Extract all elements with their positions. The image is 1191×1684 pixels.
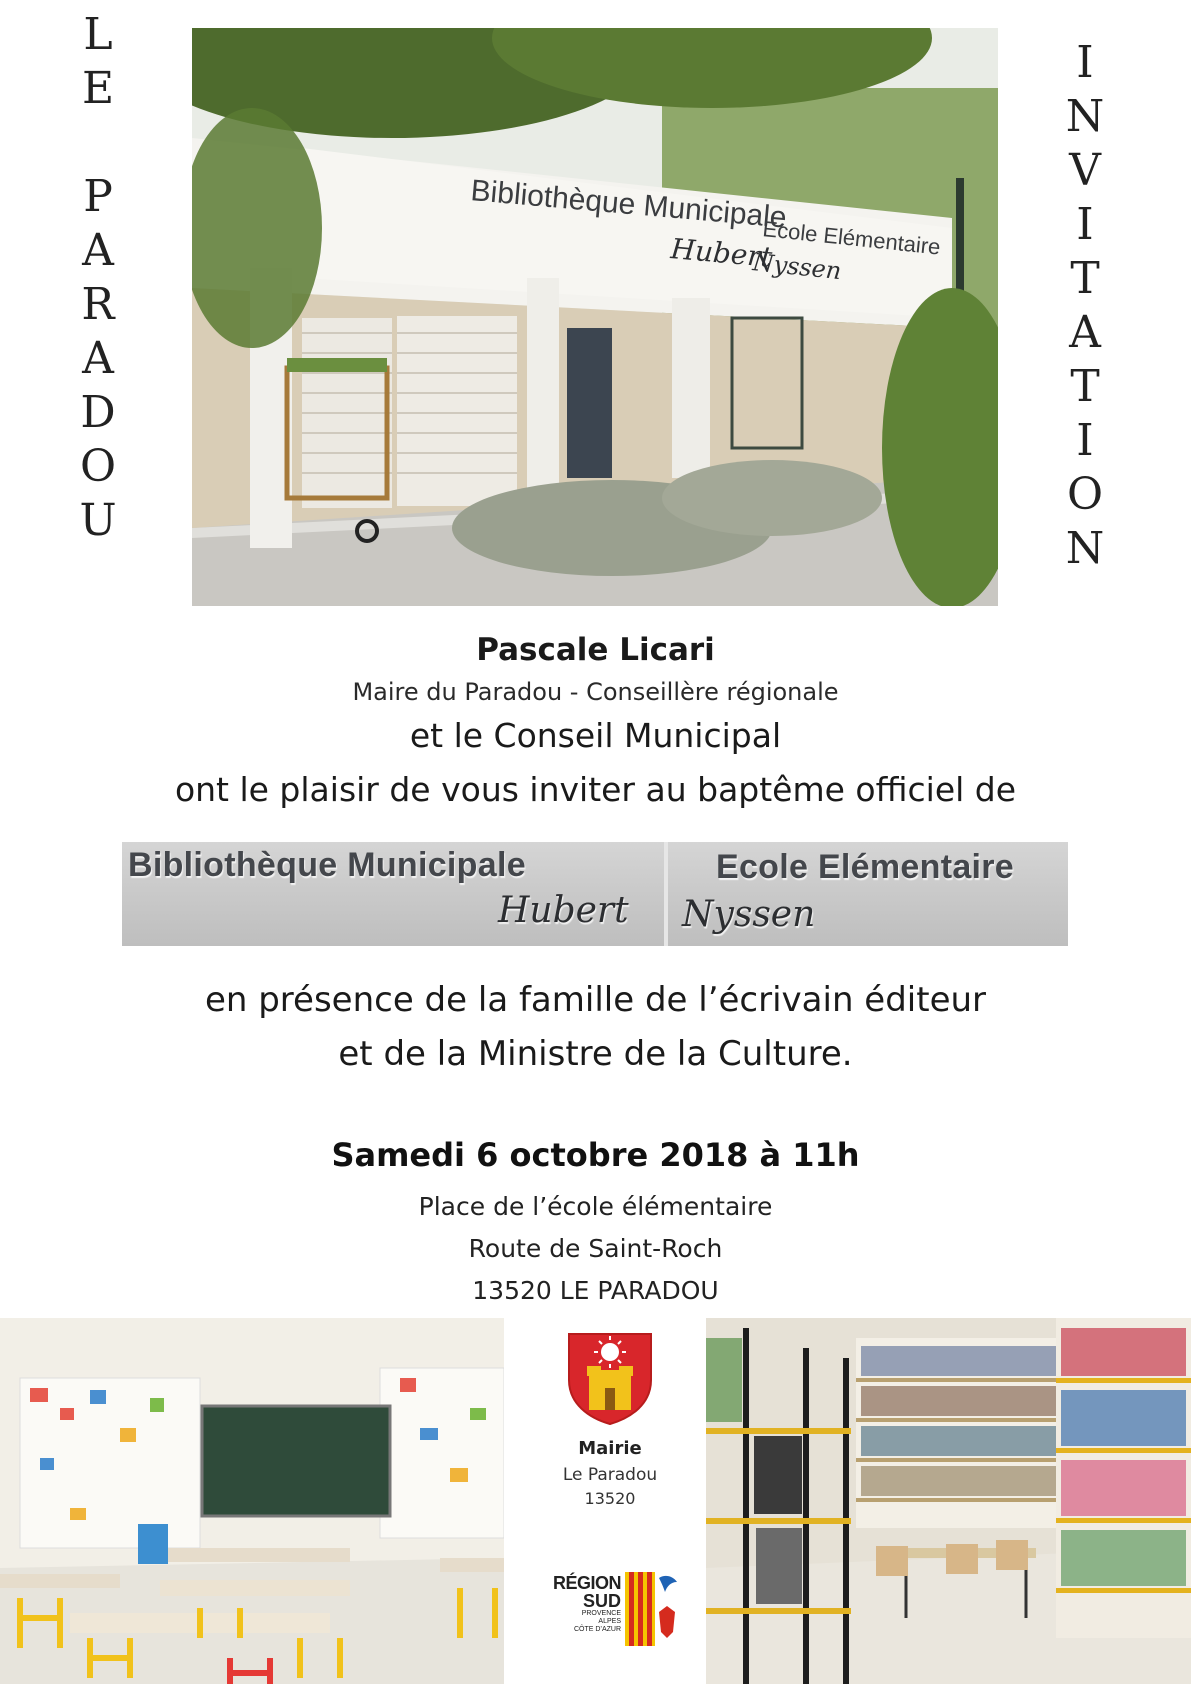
council-line: et le Conseil Municipal <box>409 716 782 755</box>
address-line-2: Route de Saint-Roch <box>468 1234 723 1263</box>
vertical-letter: E <box>81 63 115 114</box>
vertical-letter: A <box>1069 307 1101 358</box>
region-logo-sub3: CÔTE D’AZUR <box>573 1626 621 1633</box>
library-photo <box>706 1318 1191 1684</box>
mairie-zip: 13520 <box>584 1489 636 1508</box>
vertical-letter: I <box>1076 199 1094 250</box>
address-line-1: Place de l’école élémentaire <box>418 1192 773 1221</box>
vertical-letter: A <box>82 225 114 276</box>
vertical-letter: L <box>83 9 113 60</box>
vertical-letter: O <box>79 441 117 492</box>
mairie-title: Mairie <box>578 1438 642 1459</box>
vertical-letter: P <box>83 171 113 222</box>
vertical-letter: N <box>1065 523 1105 574</box>
vertical-letter: U <box>79 495 117 546</box>
vertical-title-le-paradou <box>72 8 124 548</box>
hero-sign-script-left: Hubert <box>669 232 774 274</box>
hero-sign-script-right: Nyssen <box>751 248 843 286</box>
vertical-letter: A <box>82 333 114 384</box>
region-flag-icon <box>625 1572 679 1646</box>
vertical-letter: T <box>1070 361 1100 412</box>
region-logo-text <box>537 1574 621 1634</box>
sign-school-name: Ecole Elémentaire <box>716 848 1015 886</box>
mairie-block <box>540 1330 680 1508</box>
school-building-photo <box>192 28 998 606</box>
sign-script-nyssen: Nyssen <box>682 894 816 935</box>
vertical-letter: O <box>1066 469 1104 520</box>
mairie-town: Le Paradou <box>562 1465 658 1485</box>
vertical-letter: I <box>1076 415 1094 466</box>
vertical-title-invitation <box>1058 36 1112 576</box>
region-logo-line1: RÉGION <box>552 1573 621 1593</box>
sign-banner <box>122 842 1068 946</box>
vertical-letter: T <box>1070 253 1100 304</box>
sign-library-name: Bibliothèque Municipale <box>128 846 526 884</box>
region-logo-line2: SUD <box>582 1591 621 1611</box>
vertical-letter: N <box>1065 91 1105 142</box>
host-name: Pascale Licari <box>476 632 715 668</box>
vertical-letter: R <box>81 279 115 330</box>
library-illustration <box>706 1318 1191 1684</box>
vertical-letter: D <box>80 387 116 438</box>
presence-line-2: et de la Ministre de la Culture. <box>338 1034 853 1074</box>
classroom-photo <box>0 1318 504 1684</box>
school-building-illustration <box>192 28 998 606</box>
presence-line-1: en présence de la famille de l’écrivain éditeur <box>204 980 987 1020</box>
region-logo-sub1: PROVENCE <box>581 1610 621 1617</box>
vertical-letter: I <box>1076 37 1094 88</box>
invite-line: ont le plaisir de vous inviter au baptême officiel de <box>174 770 1017 809</box>
host-title: Maire du Paradou - Conseillère régionale <box>352 678 839 706</box>
hero-sign-school: Ecole Elémentaire <box>761 216 942 260</box>
sign-script-hubert: Hubert <box>498 890 629 931</box>
hero-sign-library: Bibliothèque Municipale <box>469 174 788 235</box>
sign-divider <box>664 842 668 946</box>
classroom-illustration <box>0 1318 504 1684</box>
coat-of-arms-icon <box>565 1330 655 1426</box>
address-line-3: 13520 LE PARADOU <box>472 1276 719 1305</box>
region-logo-sub2: ALPES <box>598 1618 621 1625</box>
event-date: Samedi 6 octobre 2018 à 11h <box>331 1136 860 1174</box>
vertical-letter: V <box>1069 145 1101 196</box>
region-sud-logo <box>535 1572 680 1650</box>
